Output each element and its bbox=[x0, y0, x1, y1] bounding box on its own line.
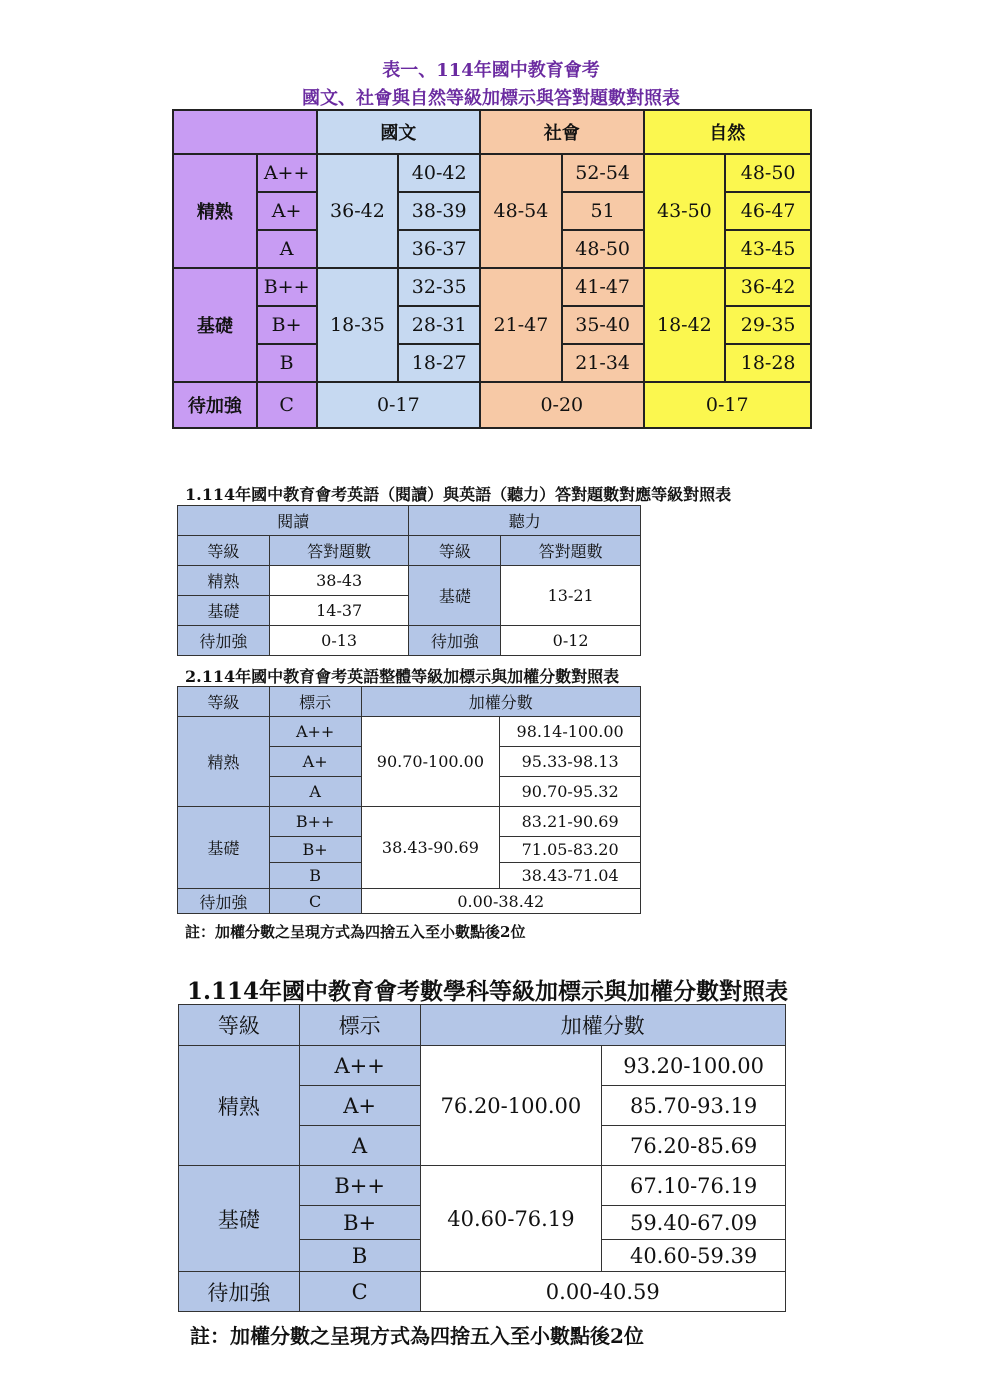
science-mark-range: 43-45 bbox=[725, 230, 811, 268]
mark: B bbox=[257, 344, 317, 382]
chinese-improve-range: 0-17 bbox=[317, 382, 480, 428]
en2-row bbox=[178, 889, 641, 914]
social-basic-range: 21-47 bbox=[480, 268, 562, 382]
social-mark-range: 21-34 bbox=[562, 344, 644, 382]
math-row bbox=[179, 1046, 786, 1086]
science-basic-range: 18-42 bbox=[644, 268, 726, 382]
mark: C bbox=[299, 1272, 420, 1312]
mark: B+ bbox=[299, 1206, 420, 1240]
mark: A bbox=[257, 230, 317, 268]
mark: A+ bbox=[257, 192, 317, 230]
mark-range: 67.10-76.19 bbox=[602, 1166, 786, 1206]
social-improve-range: 0-20 bbox=[480, 382, 643, 428]
en2-row bbox=[178, 807, 641, 837]
level-proficient: 精熟 bbox=[173, 154, 257, 268]
math-row bbox=[179, 1272, 786, 1312]
mark-range: 71.05-83.20 bbox=[500, 837, 641, 863]
en1-row bbox=[178, 566, 641, 596]
english-table2-title: 2.114年國中教育會考英語整體等級加標示與加權分數對照表 bbox=[185, 667, 620, 686]
science-mark-range: 29-35 bbox=[725, 306, 811, 344]
mark: A+ bbox=[299, 1086, 420, 1126]
en1-row bbox=[178, 626, 641, 656]
level-proficient: 精熟 bbox=[178, 717, 270, 807]
col-level: 等級 bbox=[178, 687, 270, 717]
basic-range: 40.60-76.19 bbox=[420, 1166, 602, 1272]
col-correct: 答對題數 bbox=[269, 536, 409, 566]
col-weighted: 加權分數 bbox=[420, 1005, 785, 1046]
table1-row-app bbox=[173, 154, 811, 192]
listening-level: 待加強 bbox=[409, 626, 501, 656]
english-reading-listening-table bbox=[177, 505, 641, 656]
mark-range: 59.40-67.09 bbox=[602, 1206, 786, 1240]
chinese-basic-range: 18-35 bbox=[317, 268, 399, 382]
col-correct: 答對題數 bbox=[501, 536, 641, 566]
math-header-row bbox=[179, 1005, 786, 1046]
listening-header: 聽力 bbox=[409, 506, 641, 536]
social-mark-range: 48-50 bbox=[562, 230, 644, 268]
math-row bbox=[179, 1166, 786, 1206]
science-mark-range: 46-47 bbox=[725, 192, 811, 230]
reading-level: 基礎 bbox=[178, 596, 270, 626]
mark: C bbox=[257, 382, 317, 428]
mark: A++ bbox=[269, 717, 361, 747]
listening-level: 基礎 bbox=[409, 566, 501, 626]
reading-count: 0-13 bbox=[269, 626, 409, 656]
science-mark-range: 48-50 bbox=[725, 154, 811, 192]
social-mark-range: 51 bbox=[562, 192, 644, 230]
chinese-mark-range: 32-35 bbox=[398, 268, 480, 306]
col-mark: 標示 bbox=[269, 687, 361, 717]
english-note: 註：加權分數之呈現方式為四捨五入至小數點後2位 bbox=[185, 923, 526, 941]
mark: A bbox=[299, 1126, 420, 1166]
improve-range: 0.00-40.59 bbox=[420, 1272, 785, 1312]
basic-range: 38.43-90.69 bbox=[361, 807, 500, 889]
table1-row-bpp bbox=[173, 268, 811, 306]
science-proficient-range: 43-50 bbox=[644, 154, 726, 268]
level-basic: 基礎 bbox=[178, 807, 270, 889]
level-proficient: 精熟 bbox=[179, 1046, 300, 1166]
en2-header-row bbox=[178, 687, 641, 717]
social-proficient-range: 48-54 bbox=[480, 154, 562, 268]
col-mark: 標示 bbox=[299, 1005, 420, 1046]
header-chinese: 國文 bbox=[317, 110, 480, 154]
mark-range: 38.43-71.04 bbox=[500, 863, 641, 889]
table1-grade-table bbox=[172, 109, 812, 429]
table1-header-row bbox=[173, 110, 811, 154]
reading-level: 待加強 bbox=[178, 626, 270, 656]
reading-level: 精熟 bbox=[178, 566, 270, 596]
mark: B+ bbox=[269, 837, 361, 863]
mark: C bbox=[269, 889, 361, 914]
mark: B bbox=[299, 1240, 420, 1272]
header-science: 自然 bbox=[644, 110, 811, 154]
mark-range: 93.20-100.00 bbox=[602, 1046, 786, 1086]
col-weighted: 加權分數 bbox=[361, 687, 640, 717]
mark: B++ bbox=[269, 807, 361, 837]
table1-row-c bbox=[173, 382, 811, 428]
mark: A+ bbox=[269, 747, 361, 777]
chinese-mark-range: 36-37 bbox=[398, 230, 480, 268]
col-level: 等級 bbox=[179, 1005, 300, 1046]
chinese-mark-range: 38-39 bbox=[398, 192, 480, 230]
science-mark-range: 36-42 bbox=[725, 268, 811, 306]
header-social: 社會 bbox=[480, 110, 643, 154]
science-improve-range: 0-17 bbox=[644, 382, 811, 428]
mark-range: 85.70-93.19 bbox=[602, 1086, 786, 1126]
reading-count: 14-37 bbox=[269, 596, 409, 626]
mark: A bbox=[269, 777, 361, 807]
improve-range: 0.00-38.42 bbox=[361, 889, 640, 914]
listening-count: 0-12 bbox=[501, 626, 641, 656]
level-basic: 基礎 bbox=[173, 268, 257, 382]
mark-range: 98.14-100.00 bbox=[500, 717, 641, 747]
mark-range: 76.20-85.69 bbox=[602, 1126, 786, 1166]
math-weighted-table bbox=[178, 1004, 786, 1312]
mark-range: 90.70-95.32 bbox=[500, 777, 641, 807]
social-mark-range: 52-54 bbox=[562, 154, 644, 192]
proficient-range: 76.20-100.00 bbox=[420, 1046, 602, 1166]
level-basic: 基礎 bbox=[179, 1166, 300, 1272]
mark-range: 40.60-59.39 bbox=[602, 1240, 786, 1272]
social-mark-range: 41-47 bbox=[562, 268, 644, 306]
mark-range: 83.21-90.69 bbox=[500, 807, 641, 837]
level-improve: 待加強 bbox=[178, 889, 270, 914]
listening-count: 13-21 bbox=[501, 566, 641, 626]
mark: B++ bbox=[257, 268, 317, 306]
col-level: 等級 bbox=[178, 536, 270, 566]
chinese-mark-range: 28-31 bbox=[398, 306, 480, 344]
reading-header: 閱讀 bbox=[178, 506, 409, 536]
english-weighted-table bbox=[177, 686, 641, 914]
proficient-range: 90.70-100.00 bbox=[361, 717, 500, 807]
chinese-proficient-range: 36-42 bbox=[317, 154, 399, 268]
level-improve: 待加強 bbox=[179, 1272, 300, 1312]
level-improve: 待加強 bbox=[173, 382, 257, 428]
social-mark-range: 35-40 bbox=[562, 306, 644, 344]
mark-range: 95.33-98.13 bbox=[500, 747, 641, 777]
chinese-mark-range: 40-42 bbox=[398, 154, 480, 192]
mark: B+ bbox=[257, 306, 317, 344]
chinese-mark-range: 18-27 bbox=[398, 344, 480, 382]
math-note: 註：加權分數之呈現方式為四捨五入至小數點後2位 bbox=[190, 1324, 644, 1348]
en1-header-row bbox=[178, 506, 641, 536]
mark: A++ bbox=[299, 1046, 420, 1086]
table1-title-line1: 表一、114年國中教育會考 bbox=[382, 60, 600, 81]
col-level: 等級 bbox=[409, 536, 501, 566]
mark: B bbox=[269, 863, 361, 889]
math-table-title: 1.114年國中教育會考數學科等級加標示與加權分數對照表 bbox=[187, 978, 789, 1005]
mark: B++ bbox=[299, 1166, 420, 1206]
table1-corner-cell bbox=[173, 110, 317, 154]
english-table1-title: 1.114年國中教育會考英語（閱讀）與英語（聽力）答對題數對應等級對照表 bbox=[185, 485, 732, 504]
science-mark-range: 18-28 bbox=[725, 344, 811, 382]
en2-row bbox=[178, 717, 641, 747]
reading-count: 38-43 bbox=[269, 566, 409, 596]
table1-title-line2: 國文、社會與自然等級加標示與答對題數對照表 bbox=[302, 88, 680, 109]
en1-subheader-row bbox=[178, 536, 641, 566]
mark: A++ bbox=[257, 154, 317, 192]
